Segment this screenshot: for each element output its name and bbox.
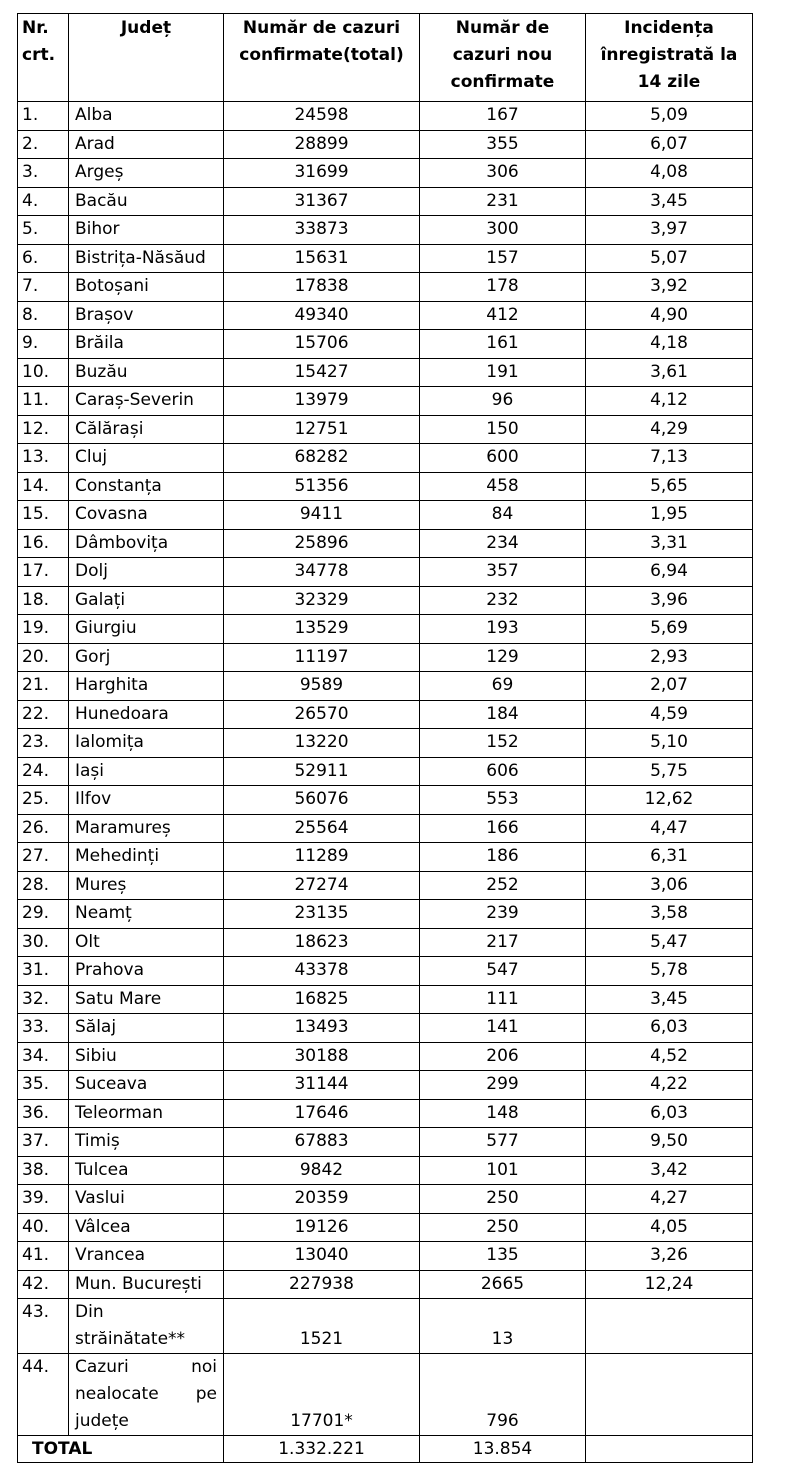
cell-judet: Ilfov [69,786,224,815]
header-nr-line2: crt. [22,45,56,65]
cell-nr: 12. [18,415,69,444]
cell-total: 49340 [224,301,420,330]
cell-noi: 300 [420,216,586,245]
cell-total: 13040 [224,1242,420,1271]
cell-nr: 2. [18,130,69,159]
cell-incidenta: 4,05 [586,1213,753,1242]
cell-noi: 412 [420,301,586,330]
cell-noi: 231 [420,187,586,216]
cell-noi: 458 [420,472,586,501]
cell-judet: Hunedoara [69,700,224,729]
header-incidenta-line1: Incidența [624,18,714,38]
cell-total: 15706 [224,330,420,359]
cell-noi: 184 [420,700,586,729]
cell-judet: Dâmbovița [69,529,224,558]
cell-noi: 232 [420,586,586,615]
cell-noi: 161 [420,330,586,359]
cell-judet: Constanța [69,472,224,501]
table-row [18,330,753,359]
cell-total: 30188 [224,1042,420,1071]
cell-total: 18623 [224,928,420,957]
cell-noi: 186 [420,843,586,872]
cell-judet: Harghita [69,672,224,701]
cell-incidenta [586,1354,753,1436]
cell-noi: 553 [420,786,586,815]
cell-judet: Alba [69,102,224,131]
cell-noi: 157 [420,244,586,273]
cell-noi: 252 [420,871,586,900]
cell-noi: 69 [420,672,586,701]
table-row [18,1128,753,1157]
cell-total: 15631 [224,244,420,273]
cell-nr: 39. [18,1185,69,1214]
table-row [18,216,753,245]
cell-total: 19126 [224,1213,420,1242]
cell-nr: 38. [18,1156,69,1185]
total-cases: 1.332.221 [224,1436,420,1463]
cell-judet: Olt [69,928,224,957]
cell-noi: 129 [420,643,586,672]
cell-nr: 25. [18,786,69,815]
cell-nr: 9. [18,330,69,359]
cell-incidenta: 3,58 [586,900,753,929]
table-row [18,900,753,929]
covid-county-table [17,13,753,1463]
cell-total: 28899 [224,130,420,159]
cell-nr: 30. [18,928,69,957]
header-nr [18,14,69,102]
cell-total: 34778 [224,558,420,587]
cell-judet-word: pe [195,1384,217,1404]
cell-total: 26570 [224,700,420,729]
cell-nr: 35. [18,1071,69,1100]
cell-nr: 26. [18,814,69,843]
cell-incidenta: 2,07 [586,672,753,701]
table-row [18,1071,753,1100]
cell-incidenta: 5,47 [586,928,753,957]
cell-nr: 7. [18,273,69,302]
cell-incidenta: 6,03 [586,1014,753,1043]
cell-nr: 42. [18,1270,69,1299]
cell-noi: 547 [420,957,586,986]
cell-noi: 148 [420,1099,586,1128]
cell-total: 17701* [224,1354,420,1436]
cell-total: 11289 [224,843,420,872]
table-row [18,700,753,729]
cell-total: 68282 [224,444,420,473]
cell-judet: Galați [69,586,224,615]
cell-judet-word: Cazuri [75,1357,129,1377]
cell-noi: 150 [420,415,586,444]
cell-incidenta: 2,93 [586,643,753,672]
cell-nr: 32. [18,985,69,1014]
cell-judet: Caraș-Severin [69,387,224,416]
cell-judet: Sălaj [69,1014,224,1043]
cell-noi: 234 [420,529,586,558]
table-row [18,387,753,416]
table-row [18,985,753,1014]
cell-judet: Argeș [69,159,224,188]
cell-total: 9411 [224,501,420,530]
cell-judet: Bistrița-Năsăud [69,244,224,273]
cell-noi: 796 [420,1354,586,1436]
table-row [18,102,753,131]
cell-nr: 33. [18,1014,69,1043]
cell-noi: 166 [420,814,586,843]
cell-nr: 31. [18,957,69,986]
cell-incidenta: 1,95 [586,501,753,530]
cell-judet: Iași [69,757,224,786]
table-row [18,1014,753,1043]
cell-judet: Neamț [69,900,224,929]
cell-incidenta: 4,27 [586,1185,753,1214]
cell-judet-line3 [75,1408,217,1435]
cell-incidenta: 5,65 [586,472,753,501]
cell-noi: 13 [420,1299,586,1354]
table-row [18,1213,753,1242]
cell-incidenta: 5,75 [586,757,753,786]
cell-judet: Gorj [69,643,224,672]
cell-total: 43378 [224,957,420,986]
cell-judet-line2 [75,1381,217,1408]
cell-judet-word: noi [191,1357,217,1377]
header-noi-line3: confirmate [450,72,555,92]
cell-incidenta: 3,45 [586,985,753,1014]
cell-judet [69,1299,224,1354]
cell-nr: 36. [18,1099,69,1128]
cell-noi: 250 [420,1185,586,1214]
cell-noi: 135 [420,1242,586,1271]
cell-incidenta: 4,90 [586,301,753,330]
cell-noi: 96 [420,387,586,416]
table-row [18,615,753,644]
cell-noi: 600 [420,444,586,473]
cell-incidenta: 9,50 [586,1128,753,1157]
cell-judet: Mehedinți [69,843,224,872]
header-noi-line1: Număr de [455,18,550,38]
cell-total: 11197 [224,643,420,672]
cell-incidenta: 3,92 [586,273,753,302]
cell-total: 27274 [224,871,420,900]
table-row [18,1042,753,1071]
cell-nr: 24. [18,757,69,786]
cell-nr: 10. [18,358,69,387]
cell-incidenta: 3,42 [586,1156,753,1185]
cell-judet: Maramureș [69,814,224,843]
cell-total: 25896 [224,529,420,558]
table-row [18,415,753,444]
table-row [18,358,753,387]
cell-incidenta: 4,18 [586,330,753,359]
cell-noi: 111 [420,985,586,1014]
cell-incidenta: 3,96 [586,586,753,615]
cell-total: 9842 [224,1156,420,1185]
table-row [18,159,753,188]
table-row [18,444,753,473]
cell-judet: Satu Mare [69,985,224,1014]
cell-nr: 37. [18,1128,69,1157]
cell-noi: 577 [420,1128,586,1157]
header-incidenta [586,14,753,102]
cell-noi: 84 [420,501,586,530]
cell-judet: Mureș [69,871,224,900]
cell-incidenta: 6,07 [586,130,753,159]
table-row [18,130,753,159]
cell-total: 25564 [224,814,420,843]
cell-total: 20359 [224,1185,420,1214]
cell-nr: 4. [18,187,69,216]
total-incidenta [586,1436,753,1463]
cell-judet: Arad [69,130,224,159]
table-row-44 [18,1354,753,1436]
cell-judet: Bacău [69,187,224,216]
cell-nr: 21. [18,672,69,701]
cell-nr: 41. [18,1242,69,1271]
cell-incidenta: 3,97 [586,216,753,245]
cell-nr: 15. [18,501,69,530]
cell-incidenta: 4,08 [586,159,753,188]
cell-nr: 23. [18,729,69,758]
cell-judet: Tulcea [69,1156,224,1185]
cell-noi: 357 [420,558,586,587]
cell-nr: 44. [18,1354,69,1436]
cell-judet: Vaslui [69,1185,224,1214]
header-total-line2: confirmate(total) [239,45,404,65]
header-total [224,14,420,102]
table-row [18,187,753,216]
cell-judet-line1: Din [75,1302,104,1322]
header-judet [69,14,224,102]
cell-nr: 13. [18,444,69,473]
cell-noi: 167 [420,102,586,131]
cell-total: 9589 [224,672,420,701]
cell-noi: 217 [420,928,586,957]
cell-total: 31144 [224,1071,420,1100]
cell-incidenta: 4,52 [586,1042,753,1071]
cell-incidenta: 3,45 [586,187,753,216]
table-row [18,1099,753,1128]
cell-judet: Giurgiu [69,615,224,644]
cell-total: 23135 [224,900,420,929]
cell-noi: 191 [420,358,586,387]
cell-nr: 27. [18,843,69,872]
table-row-43 [18,1299,753,1354]
cell-judet: Prahova [69,957,224,986]
table-row [18,244,753,273]
cell-incidenta: 12,24 [586,1270,753,1299]
cell-noi: 606 [420,757,586,786]
cell-nr: 5. [18,216,69,245]
cell-incidenta: 4,12 [586,387,753,416]
table-row [18,814,753,843]
cell-incidenta: 3,31 [586,529,753,558]
cell-incidenta: 4,29 [586,415,753,444]
cell-noi: 250 [420,1213,586,1242]
cell-noi: 299 [420,1071,586,1100]
cell-total: 16825 [224,985,420,1014]
table-row [18,1185,753,1214]
cell-judet: Ialomița [69,729,224,758]
total-label: TOTAL [18,1436,224,1463]
cell-noi: 206 [420,1042,586,1071]
header-judet-label: Județ [120,18,172,38]
cell-incidenta: 6,94 [586,558,753,587]
cell-incidenta: 4,22 [586,1071,753,1100]
cell-incidenta: 5,78 [586,957,753,986]
cell-noi: 306 [420,159,586,188]
table-row [18,301,753,330]
cell-total: 31699 [224,159,420,188]
cell-total: 24598 [224,102,420,131]
cell-incidenta: 5,69 [586,615,753,644]
cell-incidenta: 3,06 [586,871,753,900]
cell-total: 56076 [224,786,420,815]
cell-incidenta: 5,09 [586,102,753,131]
table-row [18,273,753,302]
cell-total: 13220 [224,729,420,758]
cell-incidenta: 5,10 [586,729,753,758]
cell-nr: 43. [18,1299,69,1354]
cell-total: 51356 [224,472,420,501]
cell-nr: 17. [18,558,69,587]
table-row [18,586,753,615]
table-row [18,843,753,872]
cell-nr: 22. [18,700,69,729]
cell-judet-line2: străinătate** [75,1329,186,1349]
header-total-line1: Număr de cazuri [242,18,401,38]
cell-nr: 34. [18,1042,69,1071]
cell-incidenta: 4,47 [586,814,753,843]
cell-noi: 141 [420,1014,586,1043]
cell-total: 52911 [224,757,420,786]
cell-judet: Mun. București [69,1270,224,1299]
cell-noi: 152 [420,729,586,758]
cell-total: 227938 [224,1270,420,1299]
cell-total: 13529 [224,615,420,644]
table-row [18,729,753,758]
cell-incidenta: 3,61 [586,358,753,387]
cell-judet-line1 [75,1354,217,1381]
cell-noi: 193 [420,615,586,644]
cell-judet: Bihor [69,216,224,245]
cell-nr: 18. [18,586,69,615]
cell-incidenta: 5,07 [586,244,753,273]
cell-incidenta: 12,62 [586,786,753,815]
cell-nr: 19. [18,615,69,644]
cell-total: 31367 [224,187,420,216]
table-row [18,1156,753,1185]
cell-incidenta [586,1299,753,1354]
cell-judet: Botoșani [69,273,224,302]
header-nr-line1: Nr. [22,18,49,38]
cell-judet: Cluj [69,444,224,473]
header-row [18,14,753,102]
cell-nr: 40. [18,1213,69,1242]
table-body [18,102,753,1463]
cell-noi: 178 [420,273,586,302]
cell-nr: 14. [18,472,69,501]
cell-nr: 20. [18,643,69,672]
cell-judet: Brăila [69,330,224,359]
cell-total: 17646 [224,1099,420,1128]
cell-total: 12751 [224,415,420,444]
cell-incidenta: 3,26 [586,1242,753,1271]
table-row [18,757,753,786]
table-row [18,472,753,501]
table-row [18,928,753,957]
cell-judet-word: nealocate [75,1384,159,1404]
cell-total: 32329 [224,586,420,615]
cell-total: 17838 [224,273,420,302]
cell-incidenta: 6,03 [586,1099,753,1128]
cell-judet: Covasna [69,501,224,530]
table-row [18,672,753,701]
table-row [18,558,753,587]
cell-judet: Vâlcea [69,1213,224,1242]
cell-judet: Vrancea [69,1242,224,1271]
cell-judet: Buzău [69,358,224,387]
cell-total: 1521 [224,1299,420,1354]
cell-judet: Suceava [69,1071,224,1100]
cell-nr: 11. [18,387,69,416]
total-new-cases: 13.854 [420,1436,586,1463]
cell-noi: 355 [420,130,586,159]
table-row [18,643,753,672]
header-noi-line2: cazuri nou [452,45,553,65]
cell-nr: 28. [18,871,69,900]
cell-judet-word: județe [75,1411,129,1431]
table-row [18,1270,753,1299]
table-row [18,1242,753,1271]
cell-total: 33873 [224,216,420,245]
cell-nr: 6. [18,244,69,273]
cell-total: 15427 [224,358,420,387]
cell-judet: Timiș [69,1128,224,1157]
table-row [18,957,753,986]
cell-incidenta: 7,13 [586,444,753,473]
cell-judet [69,1354,224,1436]
cell-total: 67883 [224,1128,420,1157]
table-row [18,501,753,530]
cell-nr: 29. [18,900,69,929]
table-row [18,786,753,815]
cell-judet: Dolj [69,558,224,587]
cell-noi: 2665 [420,1270,586,1299]
header-noi [420,14,586,102]
cell-total: 13979 [224,387,420,416]
table-row [18,529,753,558]
cell-incidenta: 6,31 [586,843,753,872]
cell-noi: 101 [420,1156,586,1185]
cell-judet: Sibiu [69,1042,224,1071]
cell-incidenta: 4,59 [586,700,753,729]
cell-judet: Teleorman [69,1099,224,1128]
cell-noi: 239 [420,900,586,929]
header-incidenta-line3: 14 zile [637,72,701,92]
cell-nr: 8. [18,301,69,330]
cell-nr: 1. [18,102,69,131]
header-incidenta-line2: înregistrată la [600,45,738,65]
cell-judet: Brașov [69,301,224,330]
table-row [18,871,753,900]
cell-total: 13493 [224,1014,420,1043]
cell-nr: 3. [18,159,69,188]
total-row [18,1436,753,1463]
cell-nr: 16. [18,529,69,558]
cell-judet: Călărași [69,415,224,444]
